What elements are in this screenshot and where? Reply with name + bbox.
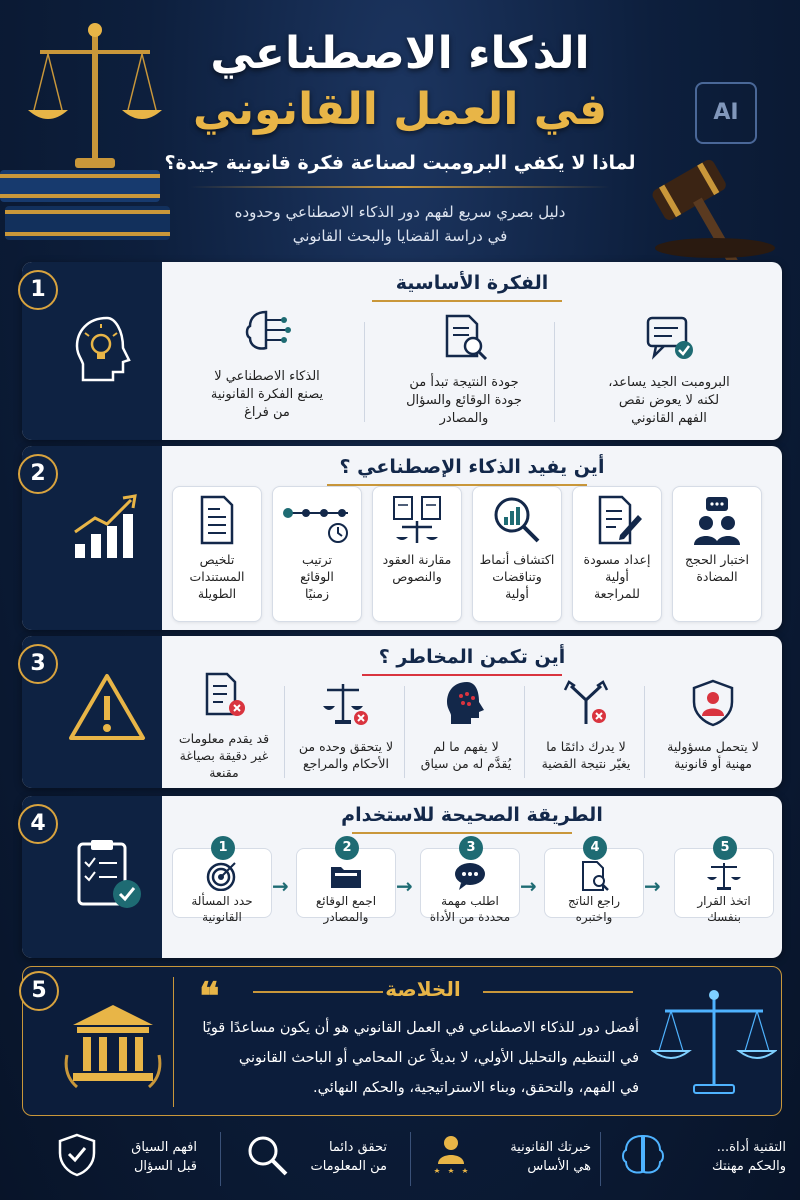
compare-scale-icon <box>390 493 444 547</box>
head-lightbulb-icon <box>67 310 147 390</box>
document-error-icon <box>199 670 249 720</box>
core-idea-card <box>174 306 360 422</box>
brain-icon <box>620 1132 666 1178</box>
footer-line: هي الأساس <box>527 1159 591 1174</box>
debate-people-icon <box>690 493 744 547</box>
step-card <box>172 840 272 924</box>
footer-line: التقنية أداة... <box>716 1140 786 1155</box>
step-line: واختبره <box>575 910 613 924</box>
card-line: ترتيب <box>302 552 332 567</box>
core-idea-card <box>574 312 764 428</box>
card-line: للمراجعة <box>593 586 640 601</box>
footer-tip <box>615 1130 790 1190</box>
card-line: يغيّر نتيجة القضية <box>541 756 631 771</box>
courthouse-icon <box>63 995 163 1095</box>
step-number: 4 <box>583 836 607 860</box>
card-line: أولية <box>605 569 629 584</box>
step-card <box>296 840 396 924</box>
arrow-icon: → <box>644 874 661 898</box>
card-line: والنصوص <box>392 569 442 584</box>
footer-tip <box>40 1130 215 1190</box>
card-line: الطويلة <box>197 586 237 601</box>
draft-pen-icon <box>590 493 644 547</box>
card-line: اكتشاف أنماط <box>479 552 555 567</box>
card-line: لا يتحقق وحده من <box>298 739 394 754</box>
card-line: لكنه لا يعوض نقص <box>618 393 720 408</box>
section3-title: أين تكمن المخاطر ؟ <box>378 646 566 668</box>
step-card <box>544 840 644 924</box>
step-number: 1 <box>211 836 235 860</box>
section5-title: الخلاصة <box>385 977 461 1001</box>
card-line: جودة النتيجة تبدأ من <box>409 375 519 390</box>
step-line: محددة من الأداة <box>429 910 511 924</box>
chat-check-icon <box>644 312 694 362</box>
card-line: المضادة <box>696 569 738 584</box>
footer-line: تحقق دائما <box>328 1140 387 1155</box>
document-search-icon <box>439 312 489 362</box>
divider <box>173 977 174 1107</box>
step-card <box>674 840 774 924</box>
warning-icon <box>67 668 147 748</box>
card-line: الوقائع <box>300 569 334 584</box>
subtitle-divider <box>190 186 610 188</box>
chat-bubble-icon <box>453 861 487 891</box>
timeline-icon <box>280 493 354 547</box>
scale-error-icon <box>321 678 371 728</box>
digital-scale-icon <box>651 985 777 1103</box>
conclusion-line3: في الفهم، والتحقق، وبناء الاستراتيجية، والحكم النهائي. <box>313 1080 639 1096</box>
target-icon <box>205 861 239 891</box>
card-line: والمصادر <box>439 411 489 426</box>
divider <box>554 322 555 422</box>
card-line: اختبار الحجج <box>684 552 750 567</box>
section4-title-underline <box>352 832 572 834</box>
risk-card <box>528 678 644 772</box>
risk-card <box>408 678 524 772</box>
conclusion-line2: في التنظيم والتحليل الأولي، لا بديلاً عن المحامي أو الباحث القانوني <box>238 1050 639 1066</box>
step-line: بنفسك <box>707 910 741 924</box>
card-line: البرومبت الجيد يساعد، <box>608 375 730 390</box>
card-line: مقارنة العقود <box>382 552 452 567</box>
step-line: اطلب مهمة <box>441 894 499 908</box>
folder-icon <box>329 861 363 891</box>
risk-card <box>166 670 282 781</box>
divider <box>284 686 285 778</box>
divider <box>600 1132 601 1186</box>
section-correct-usage <box>22 796 782 958</box>
footer-line: من المعلومات <box>310 1159 387 1174</box>
section1-number: 1 <box>18 270 58 310</box>
card-line: يُقدَّم له من سياق <box>420 756 512 771</box>
card-line: مقنعة <box>209 765 239 780</box>
expert-stars-icon <box>428 1132 474 1178</box>
card-line: من فراغ <box>244 405 290 420</box>
step-line: القانونية <box>202 910 242 924</box>
section4-number: 4 <box>18 804 58 844</box>
footer-tip <box>230 1130 405 1190</box>
step-line: اتخذ القرار <box>697 894 751 908</box>
divider <box>644 686 645 778</box>
clipboard-check-icon <box>67 834 147 914</box>
section3-number: 3 <box>18 644 58 684</box>
section5-title-underline <box>253 991 383 993</box>
decision-scale-icon <box>707 861 741 891</box>
benefit-card <box>272 486 362 622</box>
section4-title: الطريقة الصحيحة للاستخدام <box>341 804 603 826</box>
long-document-icon <box>190 493 244 547</box>
card-line: تلخيص <box>199 552 235 567</box>
card-line: لا يفهم ما لم <box>433 739 499 754</box>
benefit-card <box>472 486 562 622</box>
card-line: وتناقضات <box>492 569 542 584</box>
section2-title: أين يفيد الذكاء الإصطناعي ؟ <box>339 456 605 478</box>
step-card <box>420 840 520 924</box>
arrow-icon: → <box>520 874 537 898</box>
card-line: لا يتحمل مسؤولية <box>667 739 759 754</box>
benefit-card <box>672 486 762 622</box>
pattern-magnifier-icon <box>490 493 544 547</box>
benefit-card <box>172 486 262 622</box>
head-dots-icon <box>441 678 491 728</box>
subtitle: لماذا لا يكفي البرومبت لصناعة فكرة قانونية جيدة؟ <box>164 152 636 174</box>
core-idea-card <box>374 312 554 428</box>
conclusion-text <box>189 1013 639 1103</box>
card-line: أولية <box>505 586 529 601</box>
footer-line: والحكم مهنتك <box>712 1159 786 1174</box>
description <box>200 200 600 248</box>
divider <box>404 686 405 778</box>
section1-title-underline <box>372 300 562 302</box>
benefit-card <box>572 486 662 622</box>
benefit-card <box>372 486 462 622</box>
risk-card <box>648 678 778 772</box>
divider <box>364 322 365 422</box>
risk-card <box>288 678 404 772</box>
step-line: والمصادر <box>323 910 369 924</box>
section-risks <box>22 636 782 788</box>
split-arrows-icon <box>561 678 611 728</box>
step-number: 3 <box>459 836 483 860</box>
card-line: إعداد مسودة <box>583 552 651 567</box>
section3-title-underline <box>362 674 562 676</box>
card-line: الأحكام والمراجع <box>302 756 390 771</box>
card-line: المستندات <box>189 569 245 584</box>
quote-icon: ❝ <box>199 973 220 1018</box>
section5-title-underline <box>483 991 633 993</box>
step-number: 5 <box>713 836 737 860</box>
description-line2: في دراسة القضايا والبحث القانوني <box>292 227 508 245</box>
ai-chip-label: AI <box>713 100 739 125</box>
card-line: لا يدرك دائمًا ما <box>546 739 626 754</box>
card-line: جودة الوقائع والسؤال <box>406 393 522 408</box>
card-line: مهنية أو قانونية <box>674 756 752 771</box>
section5-number: 5 <box>19 971 59 1011</box>
magnifier-icon <box>244 1132 290 1178</box>
title-line2: في العمل القانوني <box>192 84 608 135</box>
title-line1: الذكاء الاصطناعي <box>210 28 590 79</box>
gavel-icon <box>635 150 795 260</box>
card-line: الذكاء الاصطناعي لا <box>214 369 320 384</box>
shield-person-icon <box>688 678 738 728</box>
divider <box>220 1132 221 1186</box>
footer-line: افهم السياق <box>131 1140 197 1155</box>
step-line: اجمع الوقائع <box>315 894 377 908</box>
footer-line: خبرتك القانونية <box>510 1140 591 1155</box>
divider <box>410 1132 411 1186</box>
section-where-ai-helps <box>22 446 782 630</box>
step-number: 2 <box>335 836 359 860</box>
card-line: الفهم القانوني <box>631 411 707 426</box>
section-core-idea <box>22 262 782 440</box>
conclusion-line1: أفضل دور للذكاء الاصطناعي في العمل القانوني هو أن يكون مساعدًا قويًا <box>202 1020 639 1036</box>
arrow-icon: → <box>396 874 413 898</box>
step-line: راجع الناتج <box>567 894 621 908</box>
card-line: زمنيًا <box>304 586 330 601</box>
review-document-icon <box>577 861 611 891</box>
card-line: قد يقدم معلومات <box>178 731 270 746</box>
section1-title: الفكرة الأساسية <box>395 272 549 294</box>
footer-line: قبل السؤال <box>133 1159 197 1174</box>
arrow-icon: → <box>272 874 289 898</box>
divider <box>524 686 525 778</box>
card-line: يصنع الفكرة القانونية <box>210 387 324 402</box>
step-line: حدد المسألة <box>191 894 253 908</box>
section-conclusion <box>22 966 782 1116</box>
shield-check-icon <box>54 1132 100 1178</box>
description-line1: دليل بصري سريع لفهم دور الذكاء الاصطناعي وحدوده <box>234 203 566 221</box>
card-line: غير دقيقة بصياغة <box>179 748 269 763</box>
growth-chart-icon <box>67 486 147 566</box>
header <box>0 0 800 262</box>
section2-number: 2 <box>18 454 58 494</box>
brain-circuit-icon <box>242 306 292 356</box>
law-books-icon <box>0 160 170 250</box>
footer-tip <box>420 1130 595 1190</box>
